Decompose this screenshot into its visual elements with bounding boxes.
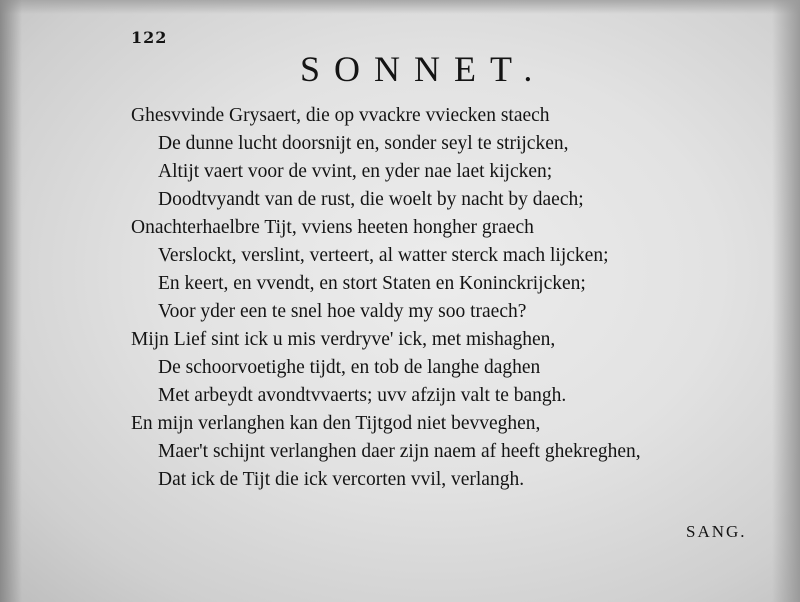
poem-line: Voor yder een te snel hoe valdy my soo traech? <box>158 301 527 322</box>
poem-line: Met arbeydt avondtvvaerts; uvv afzijn valt te bangh. <box>158 385 567 406</box>
poem-line: Maer't schijnt verlanghen daer zijn naem af heeft ghekreghen, <box>158 441 641 462</box>
poem-line: Altijt vaert voor de vvint, en yder nae laet kijcken; <box>158 161 553 182</box>
page-shadow-top <box>0 0 800 14</box>
page-number: 122 <box>131 28 168 47</box>
poem-line: Ghesvvinde Grysaert, die op vvackre vviecken staech <box>131 105 550 126</box>
poem-line: Dat ick de Tijt die ick vercorten vvil, verlangh. <box>158 469 525 490</box>
page-shadow-right <box>772 0 800 602</box>
page-shadow-left <box>0 0 22 602</box>
page-title: SONNET. <box>300 49 547 89</box>
poem-line: En mijn verlanghen kan den Tijtgod niet bevveghen, <box>131 413 541 434</box>
poem-line: Onachterhaelbre Tijt, vviens heeten hongher graech <box>131 217 534 238</box>
poem-line: Mijn Lief sint ick u mis verdryve' ick, met mishaghen, <box>131 329 556 350</box>
poem-line: Doodtvyandt van de rust, die woelt by nacht by daech; <box>158 189 584 210</box>
poem-line: De schoorvoetighe tijdt, en tob de langhe daghen <box>158 357 541 378</box>
poem-line: De dunne lucht doorsnijt en, sonder seyl te strijcken, <box>158 133 569 154</box>
catchword: SANG. <box>686 522 747 541</box>
poem-line: Verslockt, verslint, verteert, al watter sterck mach lijcken; <box>158 245 609 266</box>
poem-line: En keert, en vvendt, en stort Staten en Koninckrijcken; <box>158 273 586 294</box>
